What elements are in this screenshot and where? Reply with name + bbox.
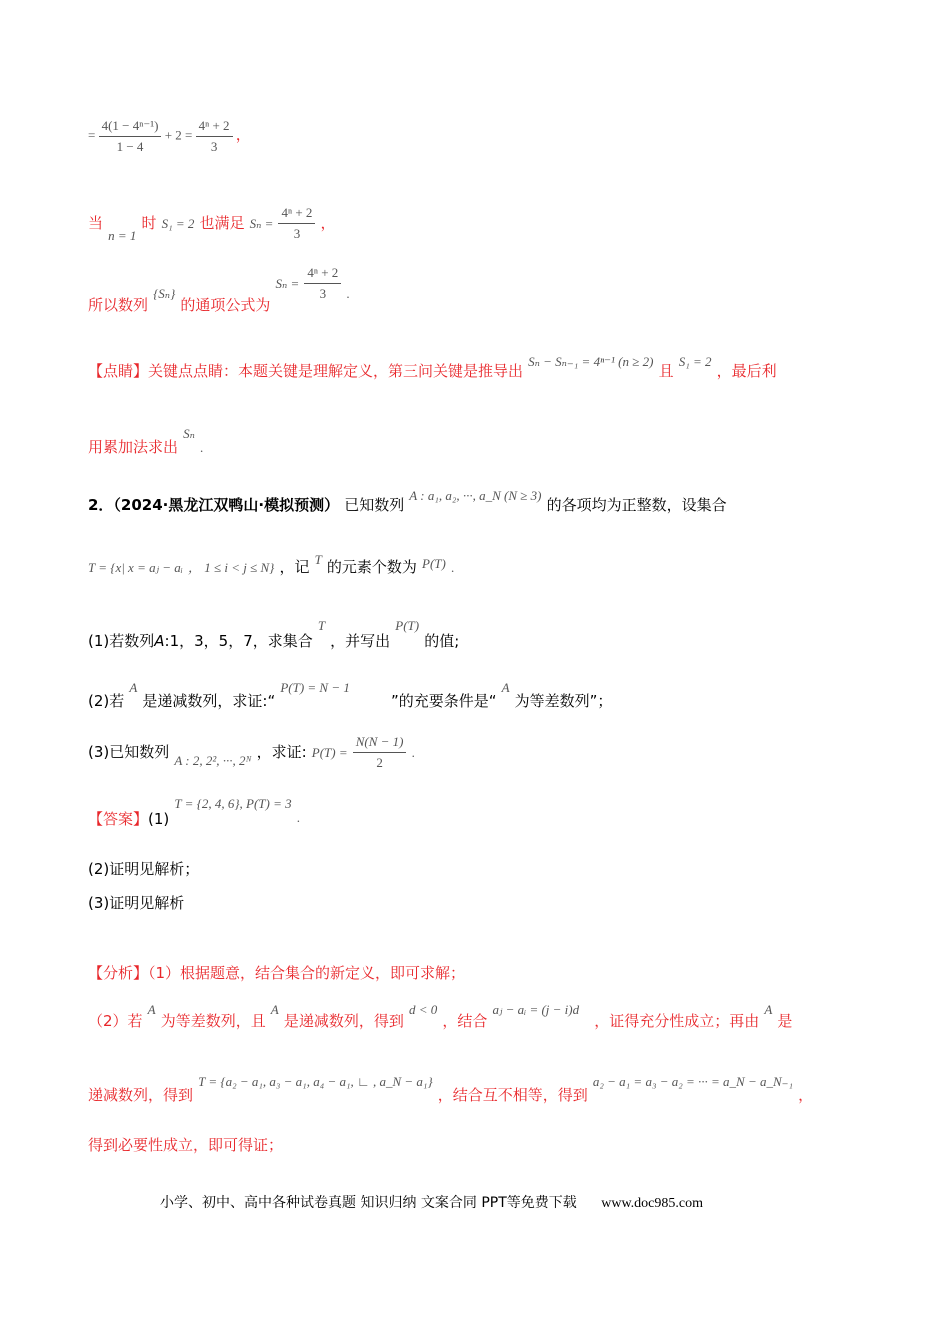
math-t: T: [317, 618, 326, 633]
text: 的各项均为正整数，设集合: [546, 496, 727, 514]
equals-sign: =: [88, 127, 96, 143]
fraction-numerator: N(N − 1): [353, 734, 407, 753]
answer-line-1: [88, 792, 300, 828]
text: 是: [777, 1012, 793, 1030]
fraction-result: [196, 118, 233, 155]
comma: ，: [235, 125, 251, 144]
math-pt: P(T): [422, 556, 446, 571]
period: .: [411, 745, 415, 760]
question-3: [88, 734, 415, 771]
text: (1): [148, 810, 170, 828]
math-a: A: [501, 680, 510, 695]
math-sn: Sₙ =: [275, 276, 300, 291]
math-s1: S₁ = 2: [678, 354, 712, 369]
text: (3)已知数列: [88, 743, 170, 761]
problem-heading: 2．（2024·黑龙江双鸭山·模拟预测）: [88, 496, 340, 514]
text: ，结合: [442, 1012, 488, 1030]
text: (1)若数列: [88, 632, 155, 650]
fraction-numerator: 4ⁿ + 2: [196, 118, 233, 137]
period: .: [296, 810, 300, 825]
text: 的值;: [424, 632, 460, 650]
period: .: [450, 560, 455, 575]
comma: ，: [320, 214, 336, 232]
fraction-denominator: 2: [376, 755, 383, 770]
math-a: A: [270, 1002, 279, 1017]
math-set-definition: T = {x| x = aⱼ − aᵢ: [88, 560, 183, 575]
fraction-denominator: 3: [210, 139, 218, 154]
text: ，最后利: [716, 362, 777, 380]
math-pt: P(T): [395, 618, 420, 633]
math-pt-condition: P(T) = N − 1: [280, 680, 350, 695]
math-sequence-a: A : a₁, a₂, ···, a_N (N ≥ 3): [409, 488, 542, 503]
when-n1-line: [88, 205, 336, 242]
math-set-condition: ， 1 ≤ i < j ≤ N}: [187, 560, 275, 575]
text: ，求证:: [256, 743, 307, 761]
text: 已知数列: [344, 496, 405, 514]
text: ，: [798, 1086, 814, 1104]
math-set-t: T = {a₂ − a₁, a₃ − a₁, a₄ − a₁, ∟ , a_N − a₁}: [198, 1074, 433, 1089]
analysis-line-4: 得到必要性成立，即可得证；: [88, 1136, 284, 1154]
math-t: T: [314, 552, 322, 567]
math-difference: aⱼ − aᵢ = (j − i)d: [492, 1002, 580, 1017]
math-recurrence: Sₙ − Sₙ₋₁ = 4ⁿ⁻¹ (n ≥ 2): [528, 354, 654, 369]
answer-2: (2)证明见解析；: [88, 860, 200, 878]
question-2: [88, 676, 613, 710]
general-term-line: [88, 265, 350, 314]
answer-3: (3)证明见解析: [88, 894, 185, 912]
period: .: [346, 286, 350, 301]
text: 递减数列，得到: [88, 1086, 194, 1104]
fraction-denominator: 1 − 4: [116, 139, 144, 154]
fraction-numerator: 4(1 − 4ⁿ⁻¹): [99, 118, 162, 137]
footer-text: 小学、初中、高中各种试卷真题 知识归纳 文案合同 PPT等免费下载: [160, 1195, 577, 1211]
fraction-main: [99, 118, 162, 155]
text: 且: [658, 362, 674, 380]
fraction-denominator: 3: [319, 286, 327, 301]
derivation-line: [88, 118, 251, 155]
text: 也满足: [199, 214, 245, 232]
text: 是递减数列，求证:“: [142, 692, 276, 710]
math-a: A: [129, 680, 138, 695]
text: ，证得充分性成立；再由: [594, 1012, 760, 1030]
text: 的元素个数为: [326, 558, 417, 576]
text: 用累加法求出: [88, 438, 179, 456]
fraction-numerator: 4ⁿ + 2: [304, 265, 341, 284]
math-sequence-powers: A : 2, 2², ···, 2ᴺ: [174, 753, 252, 768]
fraction: [278, 205, 315, 242]
text: 时: [141, 214, 157, 232]
text: （2）若: [88, 1012, 143, 1030]
math-n-eq-1: n = 1: [108, 228, 137, 243]
question-1: [88, 614, 460, 650]
period: .: [199, 440, 204, 455]
text: (2)若: [88, 692, 125, 710]
math-sn: Sₙ: [183, 426, 195, 441]
analysis-line-2: [88, 998, 793, 1030]
text: :1，3，5，7，求集合: [164, 632, 313, 650]
analysis-line-3: [88, 1070, 814, 1104]
math-s1: S₁ = 2: [161, 216, 195, 231]
text: ”的充要条件是“: [390, 692, 497, 710]
math-set-sn: {Sₙ}: [153, 286, 176, 301]
text: ，并写出: [330, 632, 391, 650]
math-answer-1: T = {2, 4, 6}, P(T) = 3: [174, 796, 292, 811]
dianjing-label: 【点睛】关键点点睛：本题关键是理解定义，第三问关键是推导出: [88, 362, 524, 380]
math-a: A: [764, 1002, 773, 1017]
fraction-denominator: 3: [293, 226, 301, 241]
text: 当: [88, 214, 104, 232]
text: 是递减数列，得到: [283, 1012, 404, 1030]
math-a: A: [147, 1002, 156, 1017]
text: 的通项公式为: [180, 296, 271, 314]
problem-2-line-2: [88, 552, 455, 577]
text: ，记: [279, 558, 310, 576]
footer: [160, 1192, 703, 1212]
math-pt-lhs: P(T) =: [311, 745, 348, 760]
answer-label: 【答案】: [88, 810, 149, 828]
text: ，结合互不相等，得到: [437, 1086, 588, 1104]
fraction: [353, 734, 407, 771]
dianjing-line-1: [88, 350, 777, 380]
fraction-numerator: 4ⁿ + 2: [278, 205, 315, 224]
math-sn: Sₙ =: [249, 216, 274, 231]
problem-2-line-1: [88, 484, 727, 514]
math-d-lt-0: d < 0: [408, 1002, 438, 1017]
text: 为等差数列，且: [160, 1012, 266, 1030]
math-a: A: [154, 632, 165, 650]
fraction: [304, 265, 341, 302]
plus-two: + 2 =: [164, 127, 193, 143]
analysis-line-1: 【分析】（1）根据题意，结合集合的新定义，即可求解；: [88, 964, 466, 982]
text: 为等差数列”；: [514, 692, 613, 710]
footer-site: www.doc985.com: [601, 1196, 703, 1211]
text: 所以数列: [88, 296, 149, 314]
math-equal-differences: a₂ − a₁ = a₃ − a₂ = ··· = a_N − a_N₋₁: [592, 1074, 794, 1089]
dianjing-line-2: [88, 422, 204, 456]
